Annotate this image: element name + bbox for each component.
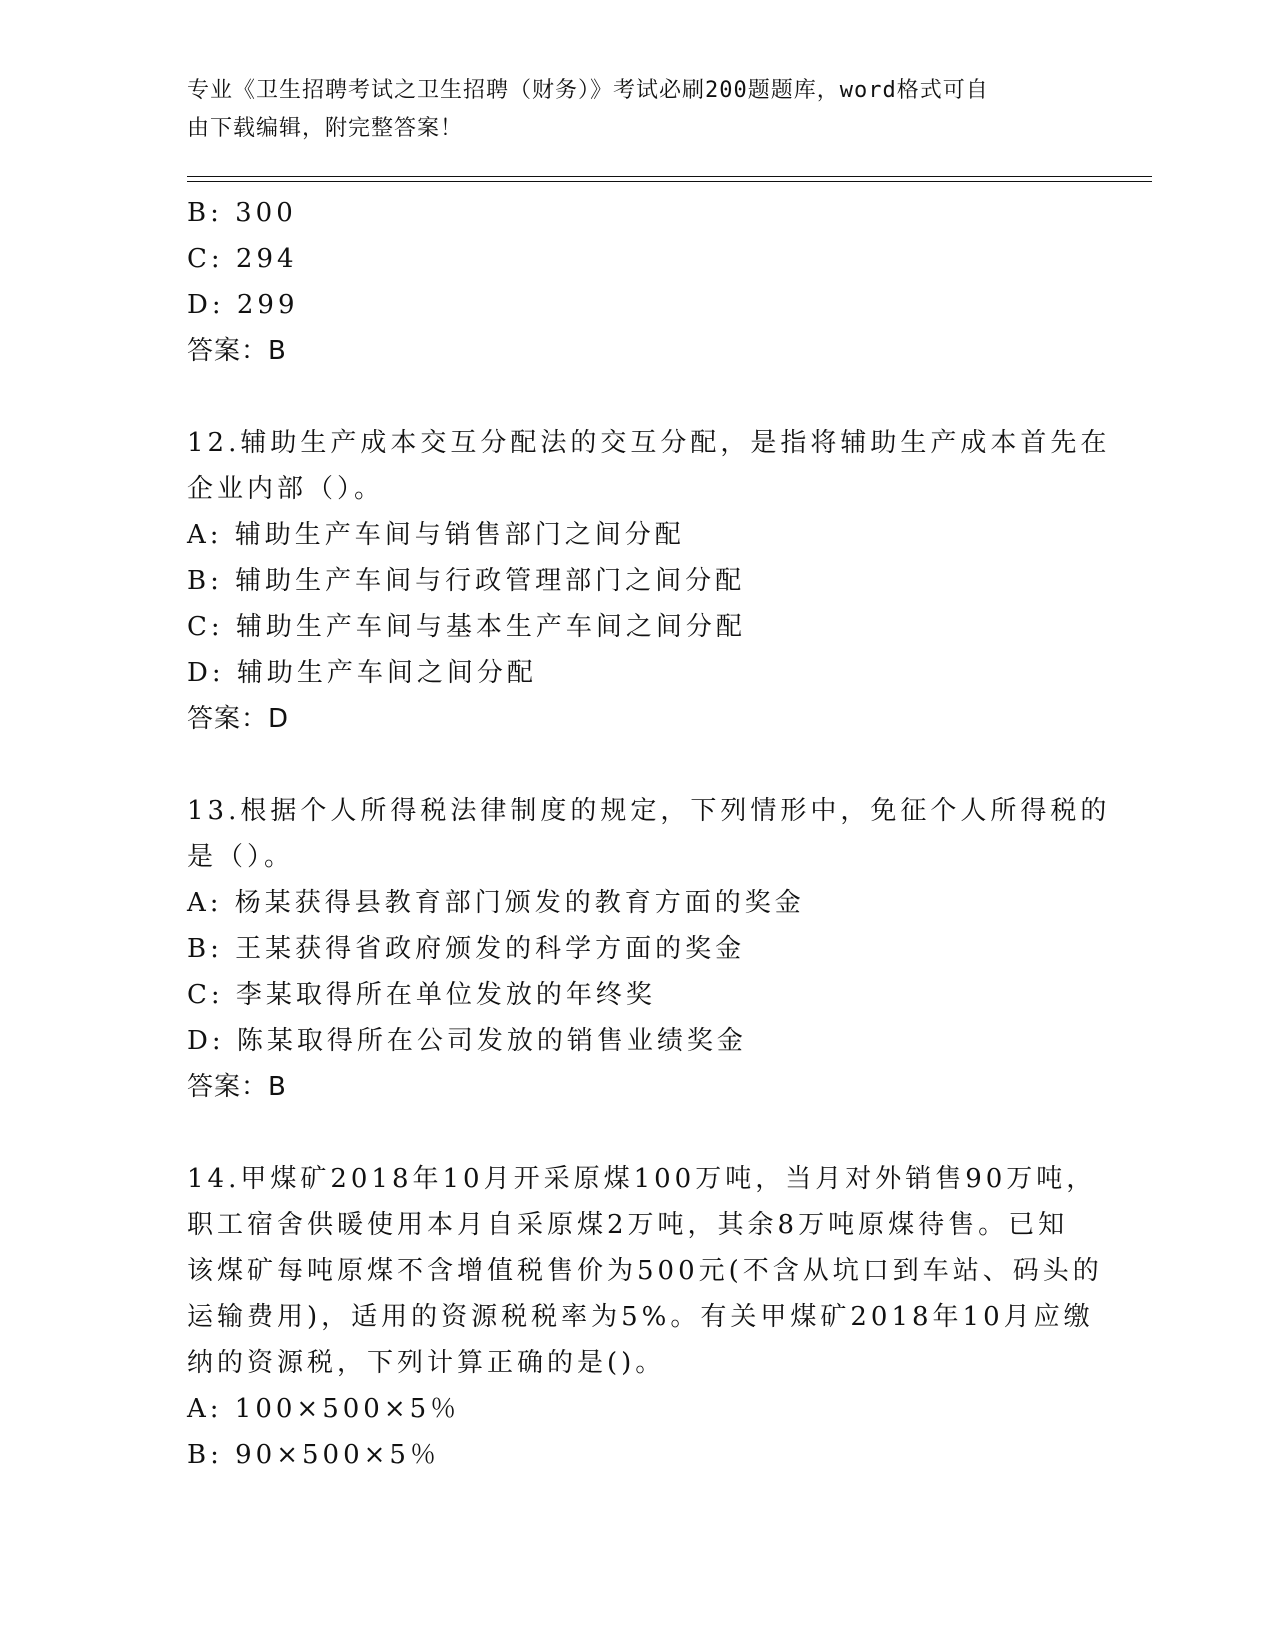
question-11-tail [187,190,1087,374]
spacer [187,742,1087,788]
option-b: B: 辅助生产车间与行政管理部门之间分配 [187,566,746,596]
question-stem-line: 14.甲煤矿2018年10月开采原煤100万吨，当月对外销售90万吨， [187,1164,1097,1194]
option-c: C: 李某取得所在单位发放的年终奖 [187,980,656,1010]
option-b: B: 300 [187,198,297,228]
question-stem-line: 该煤矿每吨原煤不含增值税售价为500元(不含从坑口到车站、码头的 [187,1256,1103,1286]
question-stem-line: 纳的资源税，下列计算正确的是()。 [187,1348,666,1378]
option-c: C: 辅助生产车间与基本生产车间之间分配 [187,612,746,642]
answer-line: 答案：B [187,1072,287,1102]
option-a: A: 辅助生产车间与销售部门之间分配 [187,520,685,550]
question-13 [187,788,1111,1110]
header-rule-bottom [187,181,1152,182]
option-c: C: 294 [187,244,298,274]
question-12 [187,420,1111,742]
question-stem-line: 是（）。 [187,842,295,872]
header-line-1: 专业《卫生招聘考试之卫生招聘（财务）》考试必刷200题题库，word格式可自 [187,78,989,103]
header-line-2: 由下载编辑，附完整答案！ [187,116,464,141]
question-stem-line: 职工宿舍供暖使用本月自采原煤2万吨，其余8万吨原煤待售。已知 [187,1210,1069,1240]
answer-line: 答案：B [187,336,287,366]
question-stem-line: 企业内部（）。 [187,474,385,504]
question-stem-line: 12.辅助生产成本交互分配法的交互分配，是指将辅助生产成本首先在 [187,428,1111,458]
spacer [187,1110,1087,1156]
option-d: D: 299 [187,290,299,320]
answer-line: 答案：D [187,704,290,734]
question-stem-line: 13.根据个人所得税法律制度的规定，下列情形中，免征个人所得税的 [187,796,1111,826]
option-a: A: 杨某获得县教育部门颁发的教育方面的奖金 [187,888,805,918]
document-header [187,72,1087,148]
document-body [187,190,1111,1478]
question-14 [187,1156,1103,1478]
option-b: B: 王某获得省政府颁发的科学方面的奖金 [187,934,746,964]
spacer [187,374,1087,420]
question-stem-line: 运输费用)，适用的资源税税率为5%。有关甲煤矿2018年10月应缴 [187,1302,1094,1332]
option-a: A: 100×500×5％ [187,1394,461,1424]
header-rule-top [187,176,1152,177]
option-b: B: 90×500×5％ [187,1440,440,1470]
option-d: D: 辅助生产车间之间分配 [187,658,537,688]
option-d: D: 陈某取得所在公司发放的销售业绩奖金 [187,1026,747,1056]
